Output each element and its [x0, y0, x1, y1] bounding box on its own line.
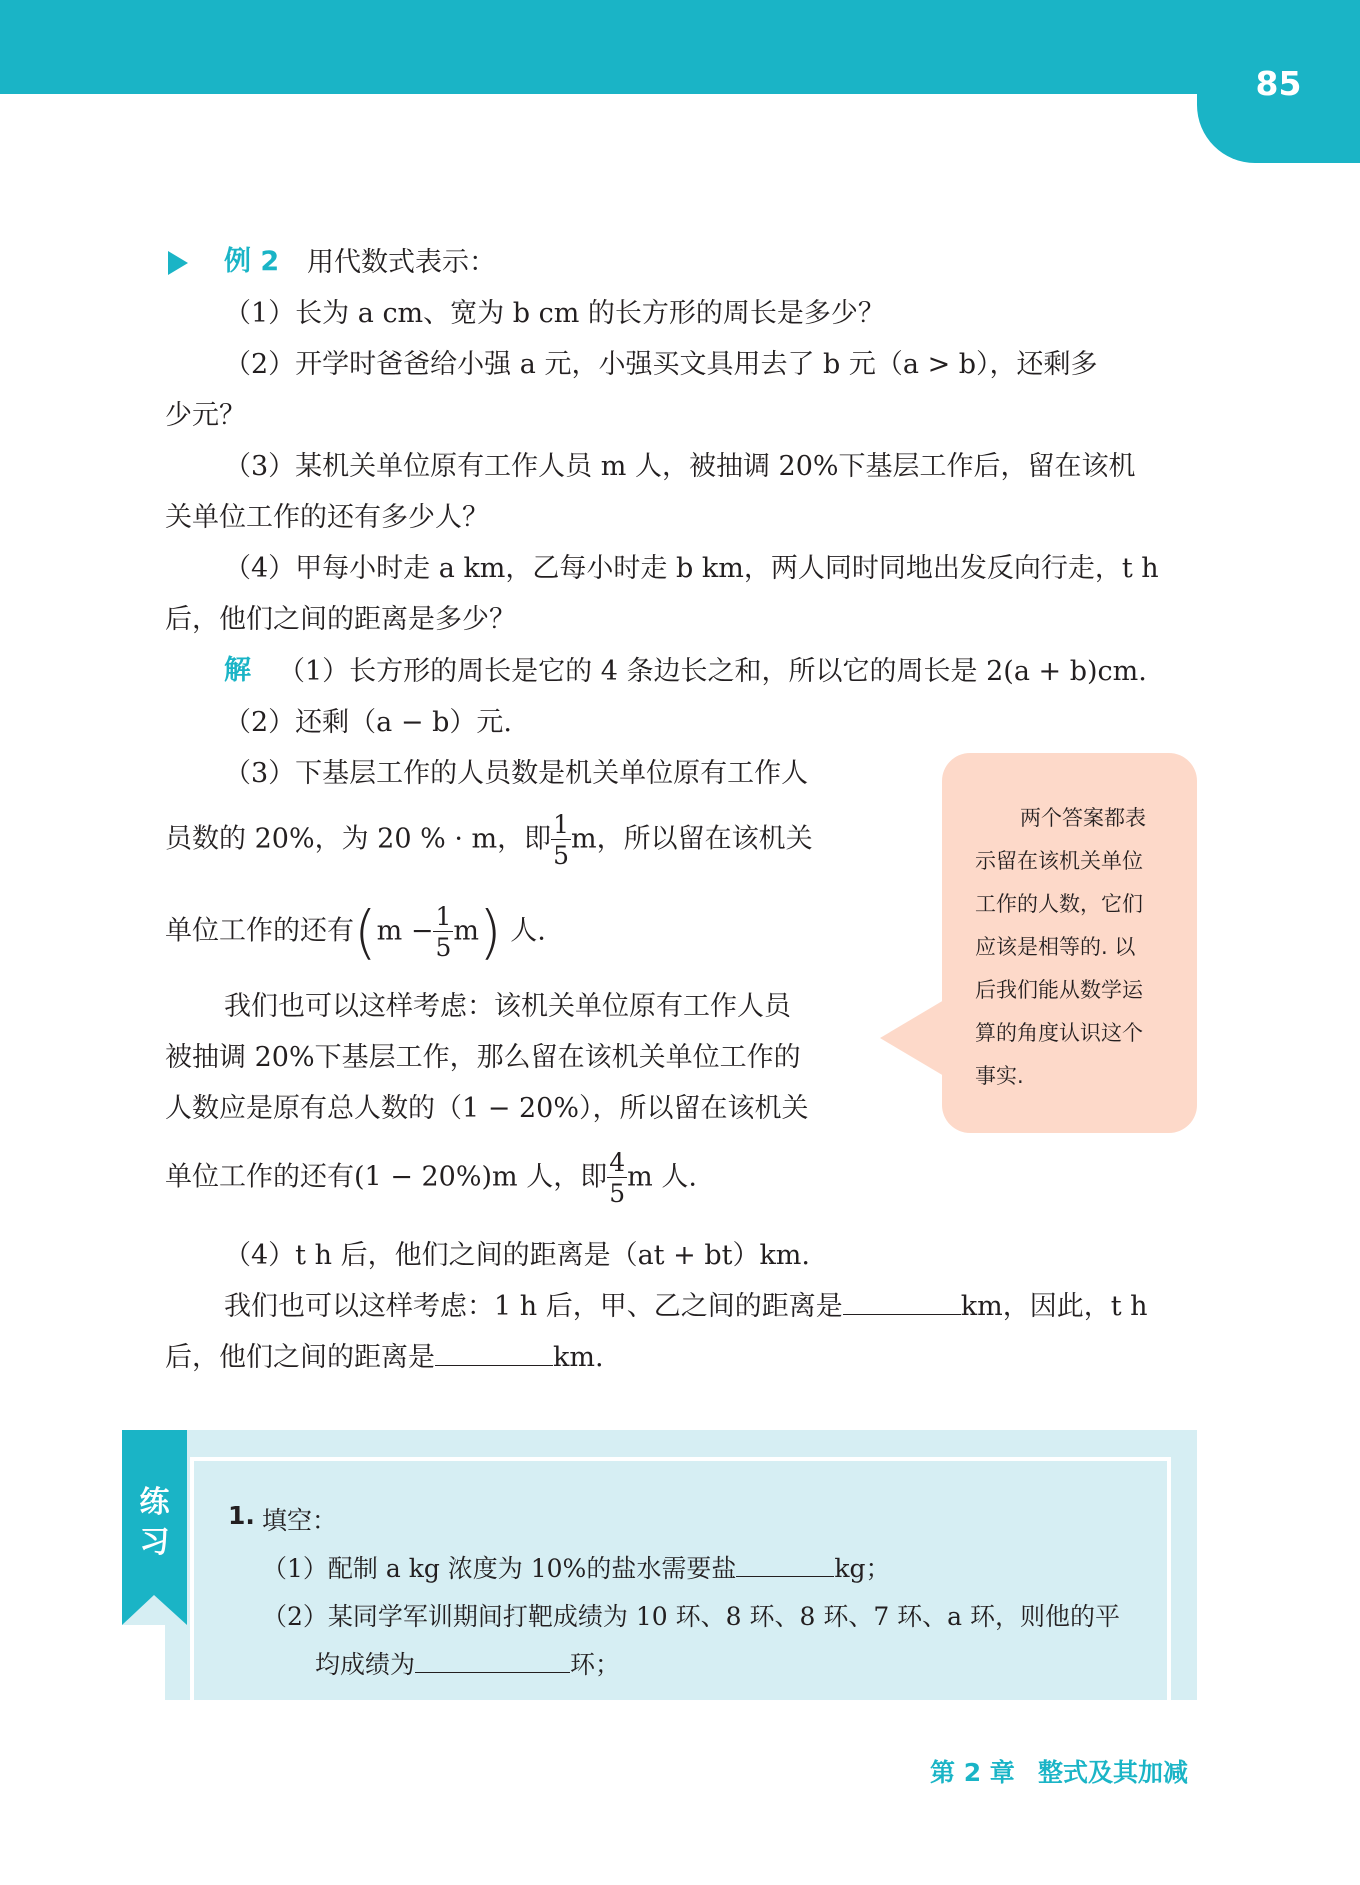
fraction-denominator: 5: [435, 933, 452, 962]
callout-line: 两个答案都表: [1020, 806, 1146, 830]
solution-3-line-1: （3）下基层工作的人员数是机关单位原有工作人: [224, 758, 809, 789]
solution-1: （1）长方形的周长是它的 4 条边长之和，所以它的周长是 2(a + b)cm.: [278, 656, 1147, 687]
fraction: [607, 1150, 627, 1206]
text-segment: m，所以留在该机关: [571, 823, 813, 855]
page-number: 85: [1255, 64, 1302, 103]
solution-label: 解: [224, 655, 251, 686]
solution-4: （4）t h 后，他们之间的距离是（at + bt）km.: [224, 1240, 810, 1271]
text-segment: m: [453, 915, 479, 947]
solution-3-line-3: [165, 898, 546, 966]
callout-line: 工作的人数，它们: [975, 892, 1143, 916]
fraction-numerator: 4: [609, 1148, 626, 1177]
exercise-item-number: 1.: [228, 1501, 255, 1530]
text-segment: 后，他们之间的距离是: [165, 1342, 435, 1373]
text-segment: km.: [553, 1342, 604, 1373]
question-3-line-2: 关单位工作的还有多少人？: [165, 502, 489, 533]
question-1: （1）长为 a cm、宽为 b cm 的长方形的周长是多少？: [224, 298, 885, 329]
callout-tail: [880, 1000, 944, 1076]
text-segment: m −: [376, 915, 434, 947]
alternative-line-1: 我们也可以这样考虑：该机关单位原有工作人员: [224, 991, 791, 1022]
exercise-part-2-line-2: [315, 1645, 620, 1681]
question-2-line-1: （2）开学时爸爸给小强 a 元，小强买文具用去了 b 元（a > b），还剩多: [224, 349, 1098, 380]
text-segment: 人.: [501, 915, 546, 947]
fraction-denominator: 5: [609, 1179, 626, 1208]
callout-line: 示留在该机关单位: [975, 849, 1143, 873]
text-segment: 环；: [570, 1650, 621, 1679]
footer-title: 整式及其加减: [1038, 1758, 1189, 1787]
question-4-line-1: （4）甲每小时走 a km，乙每小时走 b km，两人同时同地出发反向行走，t h: [224, 553, 1159, 584]
example-title: 用代数式表示：: [307, 247, 496, 278]
question-4-line-2: 后，他们之间的距离是多少？: [165, 604, 516, 635]
left-paren: (: [354, 898, 377, 966]
question-3-line-1: （3）某机关单位原有工作人员 m 人，被抽调 20%下基层工作后，留在该机: [224, 451, 1136, 482]
callout-line: 后我们能从数学运: [975, 978, 1143, 1002]
text-segment: kg；: [834, 1554, 891, 1583]
text-segment: m 人.: [627, 1161, 697, 1193]
alternative-line-2: 被抽调 20%下基层工作，那么留在该机关单位工作的: [165, 1042, 801, 1073]
exercise-item-title: 填空：: [262, 1506, 338, 1535]
solution-2: （2）还剩（a − b）元.: [224, 707, 512, 738]
right-paren: ): [478, 898, 502, 966]
text-segment: 员数的 20%，为 20 % · m，即: [165, 823, 552, 855]
fill-in-blank[interactable]: [843, 1292, 961, 1315]
ribbon-notch: [122, 1595, 187, 1625]
top-band: [0, 0, 1360, 94]
ribbon-char: 练: [139, 1485, 170, 1520]
exercise-part-1: [262, 1549, 890, 1585]
alternative-line-3: 人数应是原有总人数的（1 − 20%），所以留在该机关: [165, 1093, 809, 1124]
text-segment: （1）配制 a kg 浓度为 10%的盐水需要盐: [262, 1554, 737, 1583]
solution-4-alt-line-1: [224, 1291, 1148, 1323]
callout-line: 事实.: [975, 1064, 1024, 1088]
fraction: [433, 904, 453, 960]
callout-line: 算的角度认识这个: [975, 1021, 1143, 1045]
fraction-numerator: 1: [553, 810, 570, 839]
fraction-numerator: 1: [435, 902, 452, 931]
ribbon-char: 习: [139, 1525, 170, 1560]
fraction: [551, 812, 571, 868]
question-2-line-2: 少元？: [165, 400, 246, 431]
solution-3-line-2: [165, 812, 813, 868]
callout-line: 应该是相等的. 以: [975, 935, 1136, 959]
alternative-line-4: [165, 1150, 697, 1206]
fraction-denominator: 5: [553, 841, 570, 870]
text-segment: km，因此，t h: [960, 1291, 1148, 1322]
text-segment: 单位工作的还有: [165, 915, 354, 947]
arrow-right-icon: [168, 251, 188, 275]
footer-chapter: 第 2 章: [930, 1758, 1015, 1787]
fill-in-blank[interactable]: [435, 1343, 553, 1366]
exercise-part-2-line-1: （2）某同学军训期间打靶成绩为 10 环、8 环、8 环、7 环、a 环，则他的平: [262, 1602, 1121, 1631]
fill-in-blank[interactable]: [736, 1556, 834, 1577]
text-segment: 我们也可以这样考虑：1 h 后，甲、乙之间的距离是: [224, 1291, 843, 1322]
solution-4-alt-line-2: [165, 1342, 604, 1374]
text-segment: 均成绩为: [315, 1650, 416, 1679]
example-label: 例 2: [224, 246, 280, 277]
text-segment: 单位工作的还有(1 − 20%)m 人，即: [165, 1161, 608, 1193]
fill-in-blank[interactable]: [415, 1652, 570, 1673]
